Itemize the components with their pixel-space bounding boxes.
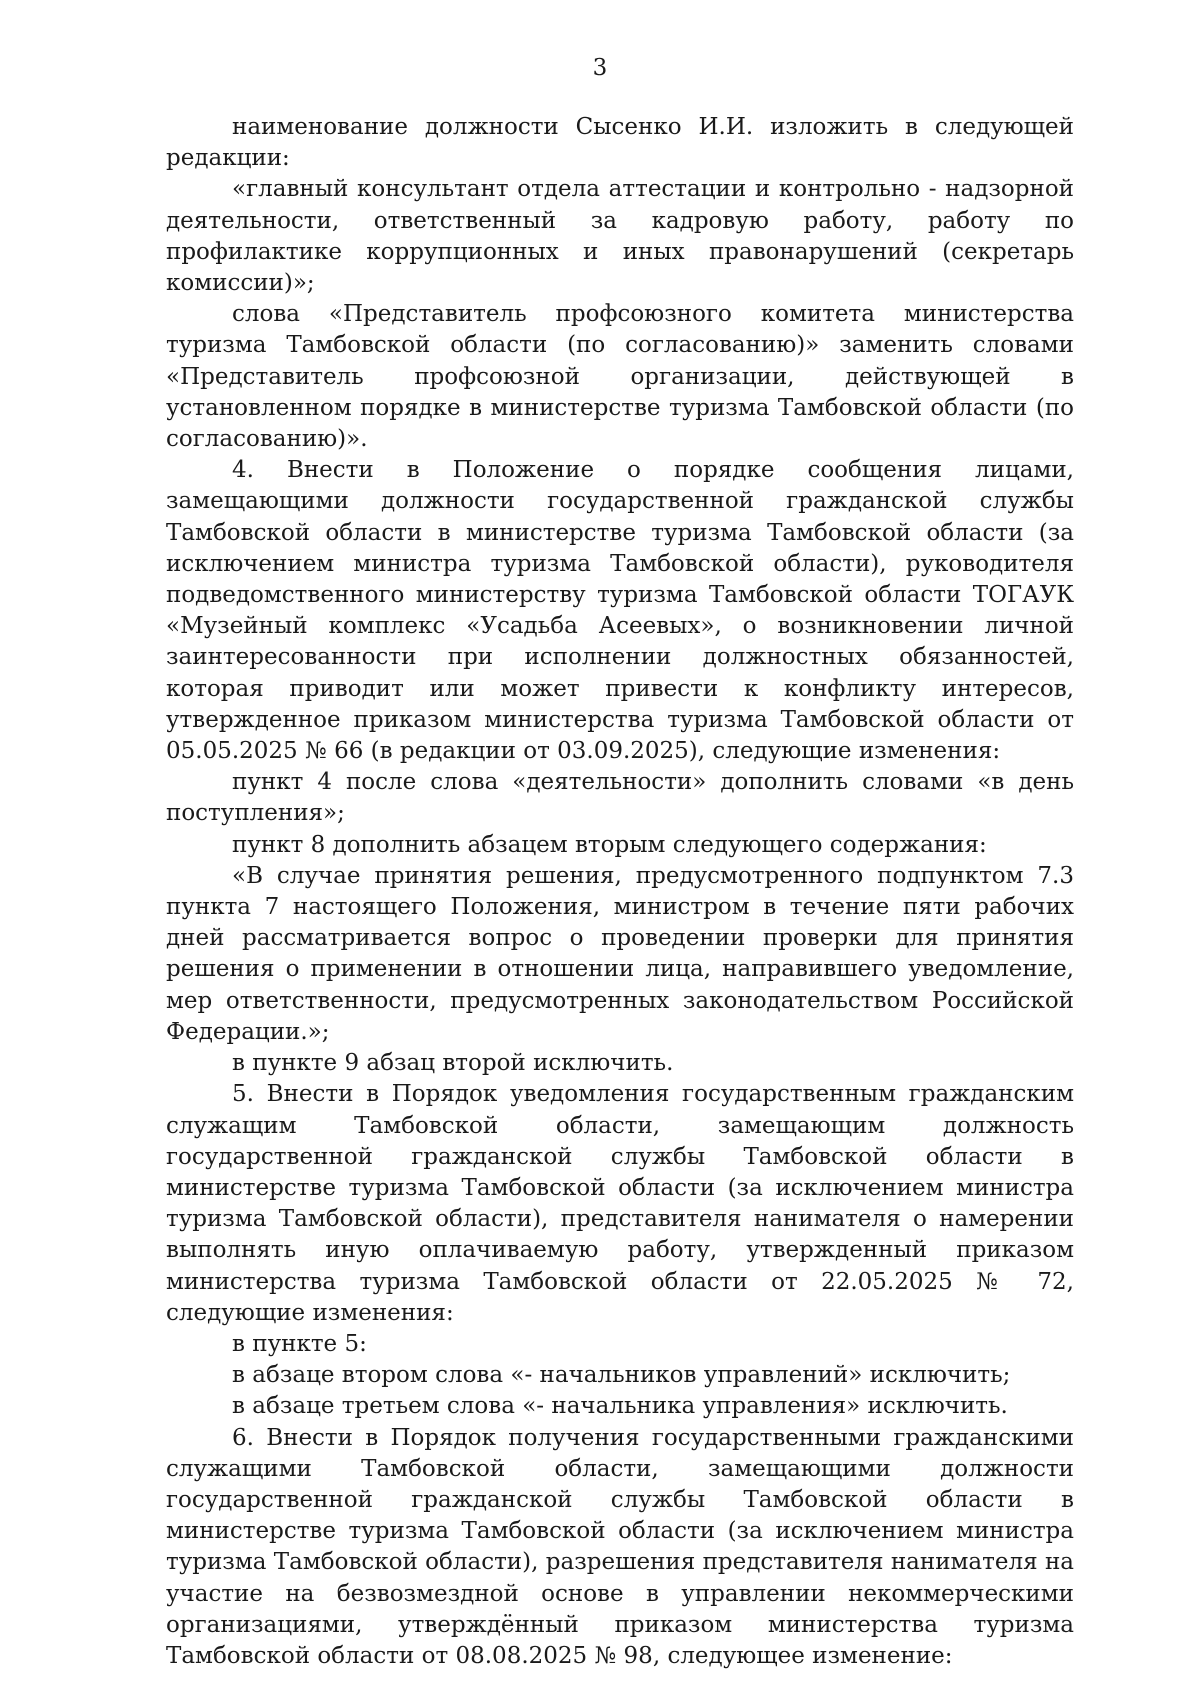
paragraph: 4. Внести в Положение о порядке сообщения лицами, замещающими должности государственной гражданской службы Тамбовской области в министерстве туризма Тамбовской области (за исключением министра туризма Тамбовской области), руководителя подведомственного министерству туризма Тамбовской области ТОГАУК «Музейный комплекс «Усадьба Асеевых», о возникновении личной заинтересованности при исполнении должностных обязанностей, которая приводит или может привести к конфликту интересов, утвержденное приказом министерства туризма Тамбовской области от 05.05.2025 № 66 (в редакции от 03.09.2025), следующие изменения: <box>166 457 1074 765</box>
paragraph: наименование должности Сысенко И.И. изложить в следующей редакции: <box>166 114 1074 172</box>
paragraph: пункт 8 дополнить абзацем вторым следующего содержания: <box>232 831 987 858</box>
paragraph: в абзаце втором слова «- начальников управлений» исключить; <box>232 1362 1011 1389</box>
paragraph: 6. Внести в Порядок получения государственными гражданскими служащими Тамбовской области, замещающими должности государственной гражданской службы Тамбовской области в министерстве туризма Тамбовской области (за исключением министра туризма Тамбовской области), разрешения представителя нанимателя на участие на безвозмездной основе в управлении некоммерческими организациями, утверждённый приказом министерства туризма Тамбовской области от 08.08.2025 № 98, следующее изменение: <box>166 1424 1074 1669</box>
paragraph: в пункте 9 абзац второй исключить. <box>232 1050 674 1077</box>
paragraph: «В случае принятия решения, предусмотренного подпунктом 7.3 пункта 7 настоящего Положения, министром в течение пяти рабочих дней рассматривается вопрос о проведении проверки для принятия решения о применении в отношении лица, направившего уведомление, мер ответственности, предусмотренных законодательством Российской Федерации.»; <box>166 862 1074 1045</box>
paragraph: слова «Представитель профсоюзного комитета министерства туризма Тамбовской области (по согласованию)» заменить словами «Представитель профсоюзной организации, действующей в установленном порядке в министерстве туризма Тамбовской области (по согласованию)». <box>166 301 1074 453</box>
paragraph: в пункте 5: <box>232 1330 367 1357</box>
page-number: 3 <box>592 55 608 81</box>
document-body <box>166 112 1074 1672</box>
paragraph: 5. Внести в Порядок уведомления государственным гражданским служащим Тамбовской области, замещающим должность государственной гражданской службы Тамбовской области в министерстве туризма Тамбовской области (за исключением министра туризма Тамбовской области), представителя нанимателя о намерении выполнять иную оплачиваемую работу, утвержденный приказом министерства туризма Тамбовской области от 22.05.2025 № 72, следующие изменения: <box>166 1081 1074 1326</box>
paragraph: пункт 4 после слова «деятельности» дополнить словами «в день поступления»; <box>166 769 1074 827</box>
paragraph: в абзаце третьем слова «- начальника управления» исключить. <box>232 1393 1008 1420</box>
paragraph: «главный консультант отдела аттестации и контрольно - надзорной деятельности, ответственный за кадровую работу, работу по профилактике коррупционных и иных правонарушений (секретарь комиссии)»; <box>166 176 1074 297</box>
